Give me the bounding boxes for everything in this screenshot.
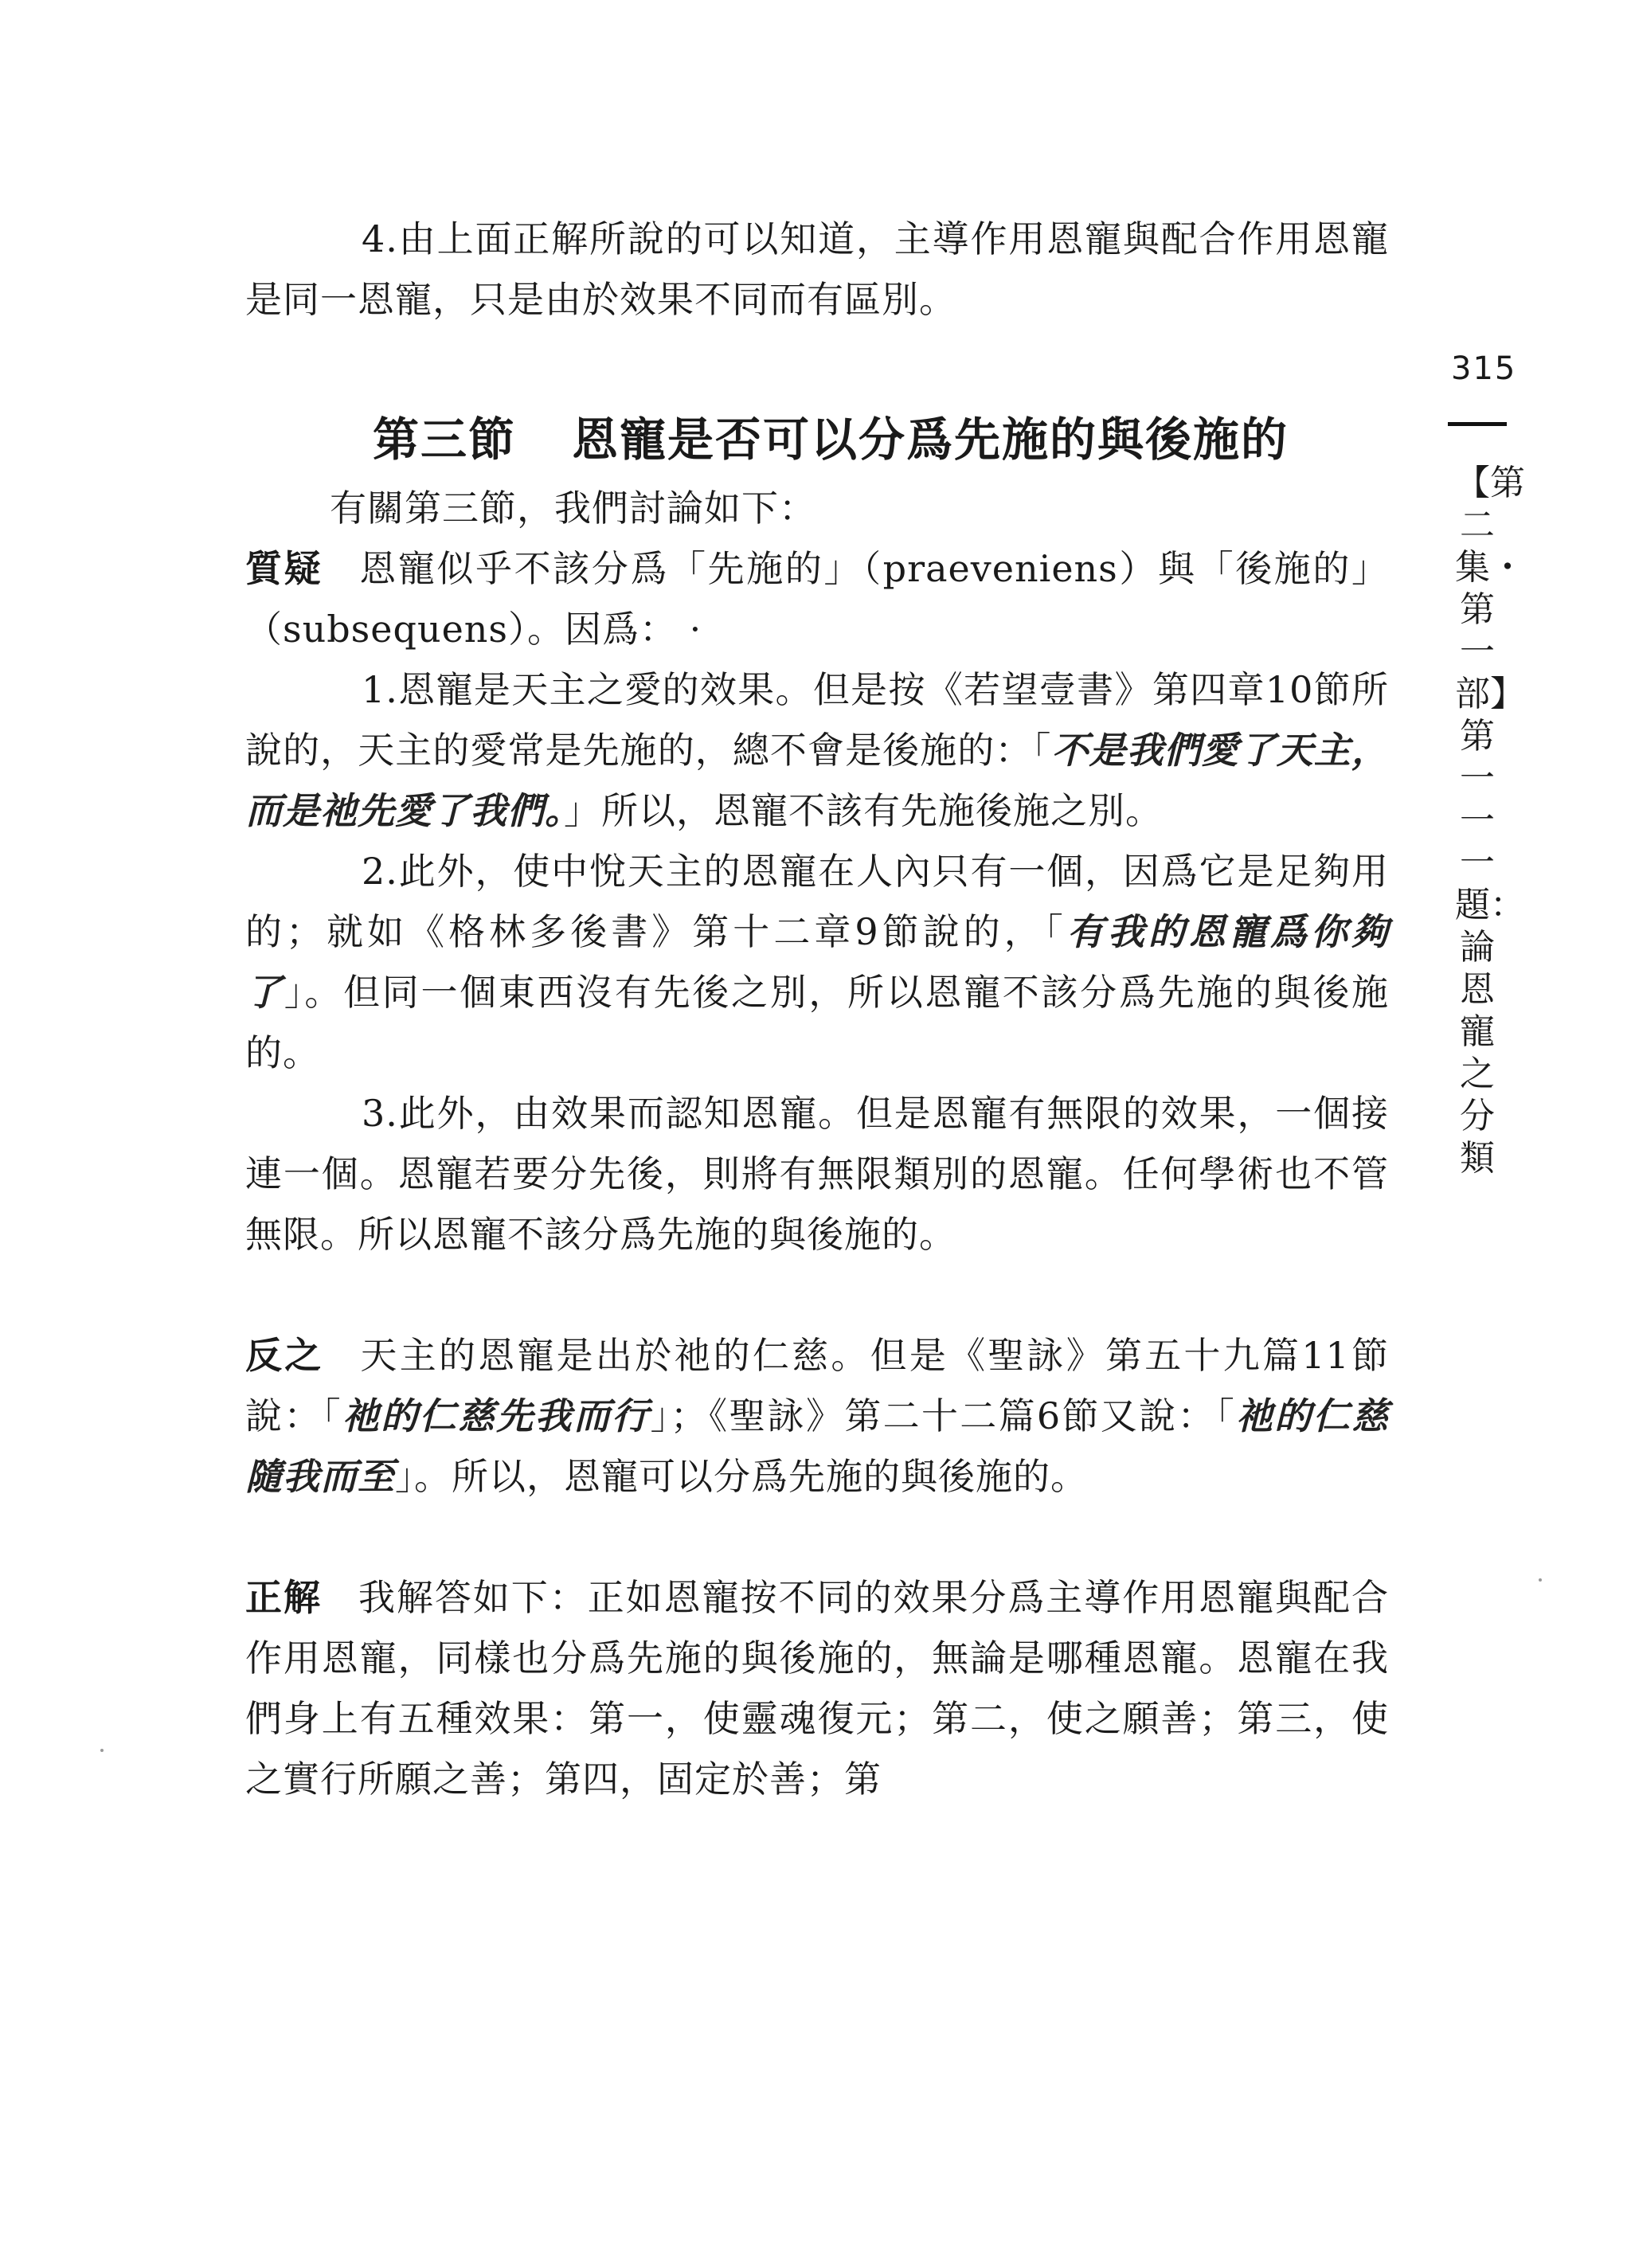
sed-contra-quote-1: 祂的仁慈先我而行 — [342, 1394, 651, 1437]
lead-line: 有關第三節，我們討論如下： — [330, 487, 816, 530]
objection-label: 質疑 — [245, 547, 323, 590]
point-1-text: 1.恩寵是天主之愛的效果。但是按《若望壹書》第四章10節所說的，天主的愛常是先施的，總不會是後施的：「 — [245, 668, 1389, 772]
running-head: 【第二集・第一部】第一一一題：論恩寵之分類 — [1455, 463, 1525, 1179]
point-2-conclusion: 」。但同一個東西沒有先後之別，所以恩寵不該分爲先施的與後施的。 — [245, 971, 1390, 1074]
point-1 — [245, 659, 1389, 841]
objection-paragraph — [245, 538, 1389, 659]
sed-contra-quote-2: 祂的仁慈隨我而至 — [245, 1394, 1390, 1498]
point-2-quote: 有我的恩寵爲你夠了 — [245, 910, 1389, 1014]
scan-speck — [1539, 1578, 1542, 1582]
main-body — [245, 478, 1389, 1809]
sed-contra-text: 天主的恩寵是出於祂的仁慈。但是《聖詠》第五十九篇11節說：「 — [245, 1334, 1389, 1437]
sed-contra-paragraph — [245, 1325, 1389, 1507]
point-2 — [245, 841, 1389, 1083]
response-label: 正解 — [245, 1576, 322, 1619]
response-text: 我解答如下：正如恩寵按不同的效果分爲主導作用恩寵與配合作用恩寵，同樣也分爲先施的與後施的，無論是哪種恩寵。恩寵在我們身上有五種效果：第一，使靈魂復元；第二，使之願善；第三，使之實行所願之善；第四，固定於善；第 — [245, 1576, 1390, 1801]
margin-rule — [1448, 422, 1507, 426]
page-number: 315 — [1451, 350, 1517, 387]
sed-contra-conclusion: 」。所以，恩寵可以分爲先施的與後施的。 — [395, 1455, 1088, 1498]
scan-speck — [100, 1749, 104, 1752]
sed-contra-middle: 」；《聖詠》第二十二篇6節又說：「 — [650, 1394, 1237, 1437]
point-1-conclusion: 」所以，恩寵不該有先施後施之別。 — [564, 789, 1163, 832]
section-title-text: 恩寵是否可以分爲先施的與後施的 — [572, 413, 1289, 467]
point-2-text: 2.此外，使中悅天主的恩寵在人內只有一個，因爲它是足夠用的；就如《格林多後書》第十二章9節說的，「 — [245, 850, 1389, 953]
intro-paragraph — [245, 209, 1389, 330]
point-1-quote: 不是我們愛了天主，而是祂先愛了我們。 — [245, 729, 1390, 832]
point-3: 3.此外，由效果而認知恩寵。但是恩寵有無限的效果，一個接連一個。恩寵若要分先後，則將有無限類別的恩寵。任何學術也不管無限。所以恩寵不該分爲先施的與後施的。 — [245, 1092, 1389, 1256]
section-number: 第三節 — [373, 413, 517, 467]
sed-contra-label: 反之 — [245, 1334, 324, 1377]
objection-text: 恩寵似乎不該分爲「先施的」（praeveniens）與「後施的」（subsequens）。因爲： · — [245, 547, 1390, 651]
response-paragraph — [245, 1567, 1389, 1809]
intro-text: 4.由上面正解所說的可以知道，主導作用恩寵與配合作用恩寵是同一恩寵，只是由於效果不同而有區別。 — [245, 217, 1389, 321]
section-title — [373, 402, 1289, 469]
